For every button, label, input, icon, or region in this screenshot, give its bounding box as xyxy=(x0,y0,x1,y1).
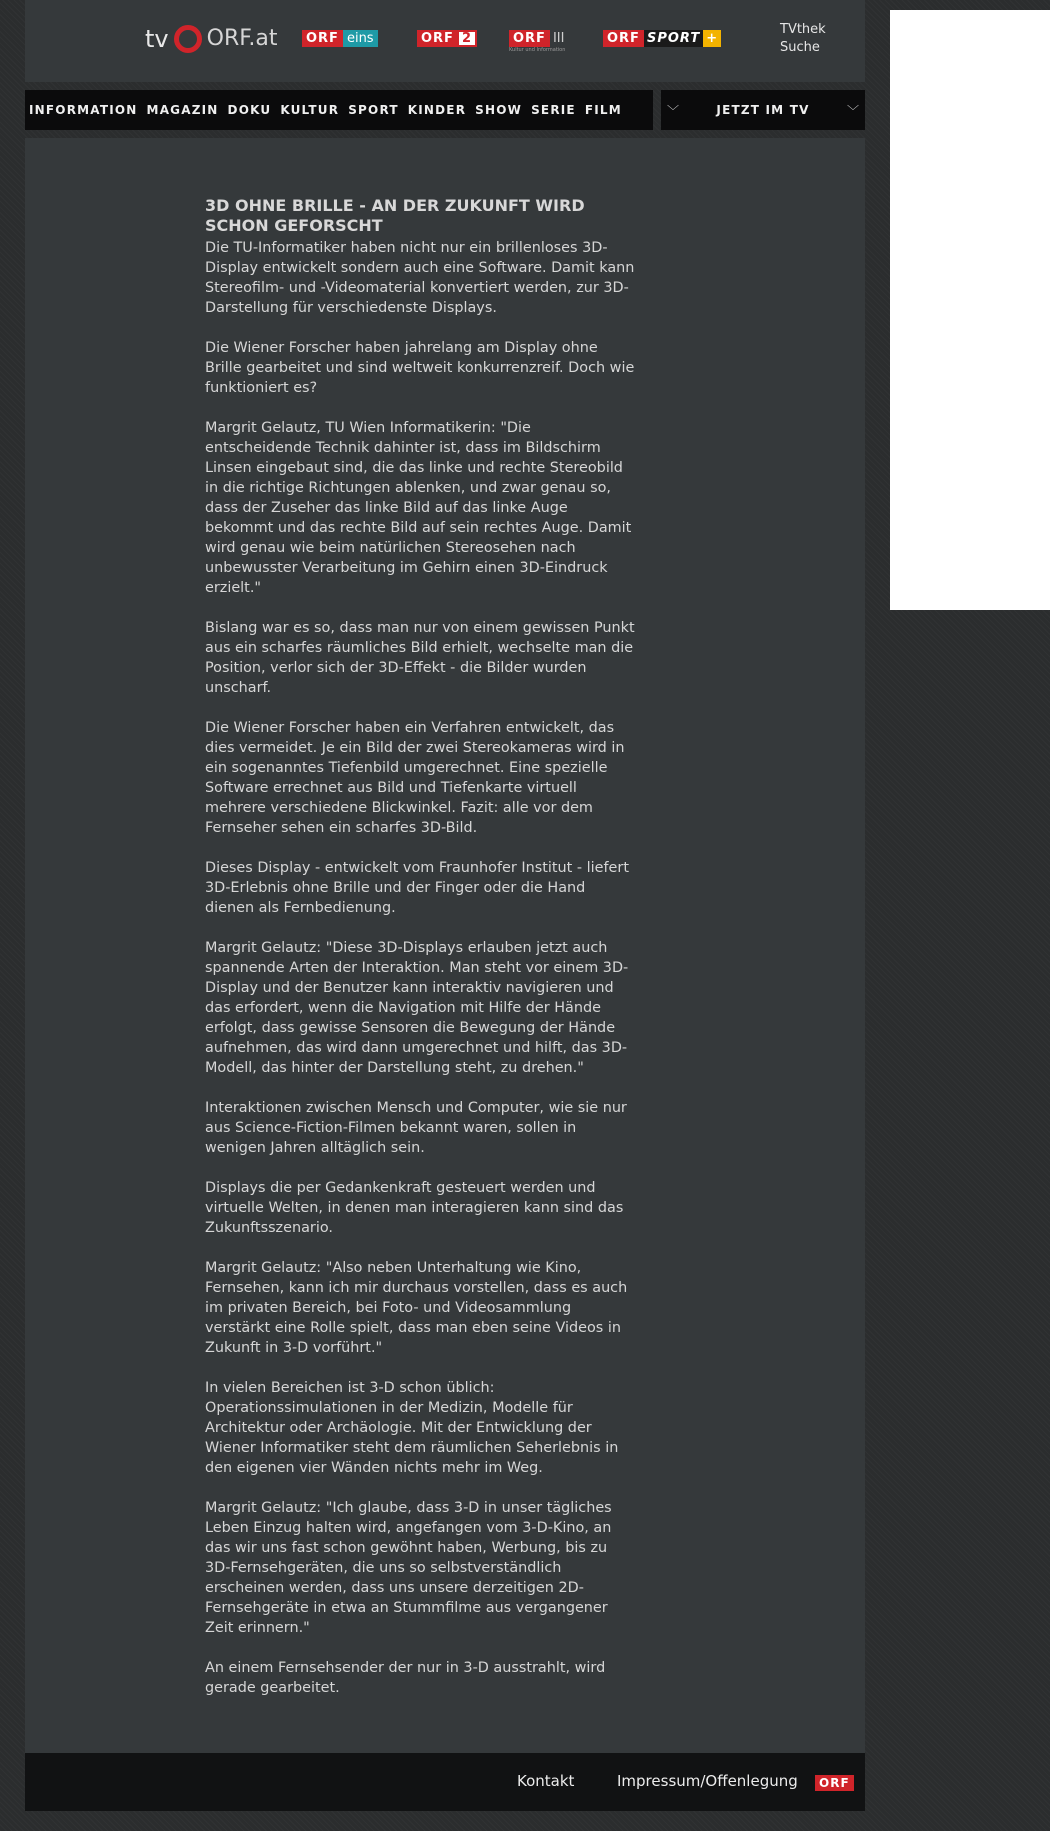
channel-orf3-logo[interactable] xyxy=(509,30,565,54)
orf-sport-suffix-text: SPORT xyxy=(646,31,701,46)
orf-eins-suffix-text: eins xyxy=(343,30,378,47)
article-paragraph: Dieses Display - entwickelt vom Fraunhofer Institut - liefert 3D-Erlebnis ohne Brille und der Finger oder die Hand dienen als Fernbedienung. xyxy=(205,860,629,916)
nav-item-kultur[interactable]: KULTUR xyxy=(280,103,340,117)
ad-panel xyxy=(890,10,1050,610)
orf2-orf-text: ORF xyxy=(417,30,458,47)
impressum-link[interactable]: Impressum/Offenlegung xyxy=(617,1772,798,1790)
article-paragraph: In vielen Bereichen ist 3-D schon üblich: Operationssimulationen in der Medizin, Modelle für Architektur oder Archäologie. Mit der Entwicklung der Wiener Informatiker steht dem räumlichen Seherlebnis in den eigenen vier Wänden nichts mehr im Weg. xyxy=(205,1380,619,1476)
nav-item-magazin[interactable]: MAGAZIN xyxy=(146,103,219,117)
orf-sport-orf-text: ORF xyxy=(603,30,644,47)
nav-item-kinder[interactable]: KINDER xyxy=(407,103,467,117)
site-footer xyxy=(25,1753,865,1811)
orf-sport-badge xyxy=(603,30,721,47)
article-paragraph: An einem Fernsehsender der nur in 3-D ausstrahlt, wird gerade gearbeitet. xyxy=(205,1660,606,1696)
article-paragraph: Interaktionen zwischen Mensch und Computer, wie sie nur aus Science-Fiction-Filmen bekannt waren, sollen in wenigen Jahren alltäglich sein. xyxy=(205,1100,627,1156)
orf-sport-plus-icon: + xyxy=(703,30,721,47)
channel-orf-eins-logo[interactable] xyxy=(302,30,378,47)
article-paragraph: Displays die per Gedankenkraft gesteuert werden und virtuelle Welten, in denen man interagieren kann sind das Zukunftsszenario. xyxy=(205,1180,624,1236)
chevron-down-icon: ﹀ xyxy=(846,103,859,118)
nav-item-show[interactable]: SHOW xyxy=(475,103,523,117)
article-paragraph: Margrit Gelautz: "Diese 3D-Displays erlauben jetzt auch spannende Arten der Interaktion. Man steht vor einem 3D-Display und der Benutzer kann interaktiv navigieren und das erfordert, wenn die Navigation mit Hilfe der Hände erfolgt, dass gewisse Sensoren die Bewegung der Hände aufnehmen, das wird dann umgerechnet und hilft, das 3D-Modell, das hinter der Darstellung steht, zu drehen." xyxy=(205,940,629,1076)
main-content xyxy=(25,138,865,1753)
channel-orf2-logo[interactable] xyxy=(417,30,477,47)
orf-footer-logo[interactable]: ORF xyxy=(815,1775,854,1791)
orf-eins-orf-text: ORF xyxy=(302,30,343,47)
kontakt-link[interactable]: Kontakt xyxy=(517,1772,575,1790)
chevron-down-icon: ﹀ xyxy=(667,103,680,118)
article-paragraph: Die TU-Informatiker haben nicht nur ein brillenloses 3D-Display entwickelt sondern auch eine Software. Damit kann Stereofilm- und -Videomaterial konvertiert werden, zur 3D-Darstellung für verschiedenste Displays. xyxy=(205,240,635,316)
suche-link[interactable]: Suche xyxy=(780,40,820,55)
jetzt-im-tv-label: JETZT IM TV xyxy=(716,103,810,117)
nav-item-film[interactable]: FILM xyxy=(584,103,622,117)
orf3-bars-text: III xyxy=(552,31,565,46)
nav-item-doku[interactable]: DOKU xyxy=(227,103,272,117)
main-nav xyxy=(25,90,653,130)
orf2-suffix-text: 2 xyxy=(459,32,475,45)
nav-item-information[interactable]: INFORMATION xyxy=(29,103,138,117)
article-paragraph: Margrit Gelautz, TU Wien Informatikerin: "Die entscheidende Technik dahinter ist, dass im Bildschirm Linsen eingebaut sind, die das linke und rechte Stereobild in die richtige Richtungen ablenken, und zwar genau so, dass der Zuseher das linke Bild auf das linke Auge bekommt und das rechte Bild auf sein rechtes Auge. Damit wird genau wie beim natürlichen Stereosehen nach unbewusster Verarbeitung im Gehirn einen 3D-Eindruck erzielt." xyxy=(205,420,632,596)
article-paragraph: Die Wiener Forscher haben ein Verfahren entwickelt, das dies vermeidet. Je ein Bild der zwei Stereokameras wird in ein sogenanntes Tiefenbild umgerechnet. Eine spezielle Software errechnet aus Bild und Tiefenkarte virtuell mehrere verschiedene Blickwinkel. Fazit: alle vor dem Fernseher sehen ein scharfes 3D-Bild. xyxy=(205,720,625,836)
nav-item-sport[interactable]: SPORT xyxy=(348,103,399,117)
channel-orf-sport-logo[interactable] xyxy=(603,30,721,47)
orf2-badge xyxy=(417,30,477,47)
orf3-orf-text: ORF xyxy=(509,30,550,47)
nav-item-serie[interactable]: SERIE xyxy=(531,103,576,117)
tvthek-link[interactable]: TVthek xyxy=(780,22,826,37)
header-links xyxy=(780,21,826,57)
orf3-badge xyxy=(509,30,565,47)
orf-ring-icon xyxy=(174,25,202,53)
article-paragraph: Bislang war es so, dass man nur von einem gewissen Punkt aus ein scharfes räumliches Bild erhielt, wechselte man die Position, verlor sich der 3D-Effekt - die Bilder wurden unscharf. xyxy=(205,620,635,696)
article xyxy=(205,196,635,1718)
article-paragraph: Margrit Gelautz: "Also neben Unterhaltung wie Kino, Fernsehen, kann ich mir durchaus vorstellen, dass es auch im privaten Bereich, bei Foto- und Videosammlung verstärkt eine Rolle spielt, dass man eben seine Videos in Zukunft in 3-D vorführt." xyxy=(205,1260,628,1356)
orf3-subtitle: Kultur und Information xyxy=(509,47,566,53)
logo-tv-text: tv xyxy=(145,25,169,53)
jetzt-im-tv-dropdown[interactable] xyxy=(661,90,865,130)
article-title: 3D OHNE BRILLE - AN DER ZUKUNFT WIRD SCHON GEFORSCHT xyxy=(205,196,585,235)
logo-orfat-text: ORF.at xyxy=(206,26,278,51)
site-header xyxy=(25,0,865,82)
article-paragraph: Die Wiener Forscher haben jahrelang am Display ohne Brille gearbeitet und sind weltweit konkurrenzreif. Doch wie funktioniert es? xyxy=(205,340,635,396)
tv-orf-logo[interactable] xyxy=(145,22,277,56)
article-paragraph: Margrit Gelautz: "Ich glaube, dass 3-D in unser tägliches Leben Einzug halten wird, angefangen vom 3-D-Kino, an das wir uns fast schon gewöhnt haben, Werbung, bis zu 3D-Fernsehgeräten, die uns so selbstverständlich erscheinen werden, dass uns unsere derzeitigen 2D-Fernsehgeräte in etwa an Stummfilme aus vergangener Zeit erinnern." xyxy=(205,1500,612,1636)
